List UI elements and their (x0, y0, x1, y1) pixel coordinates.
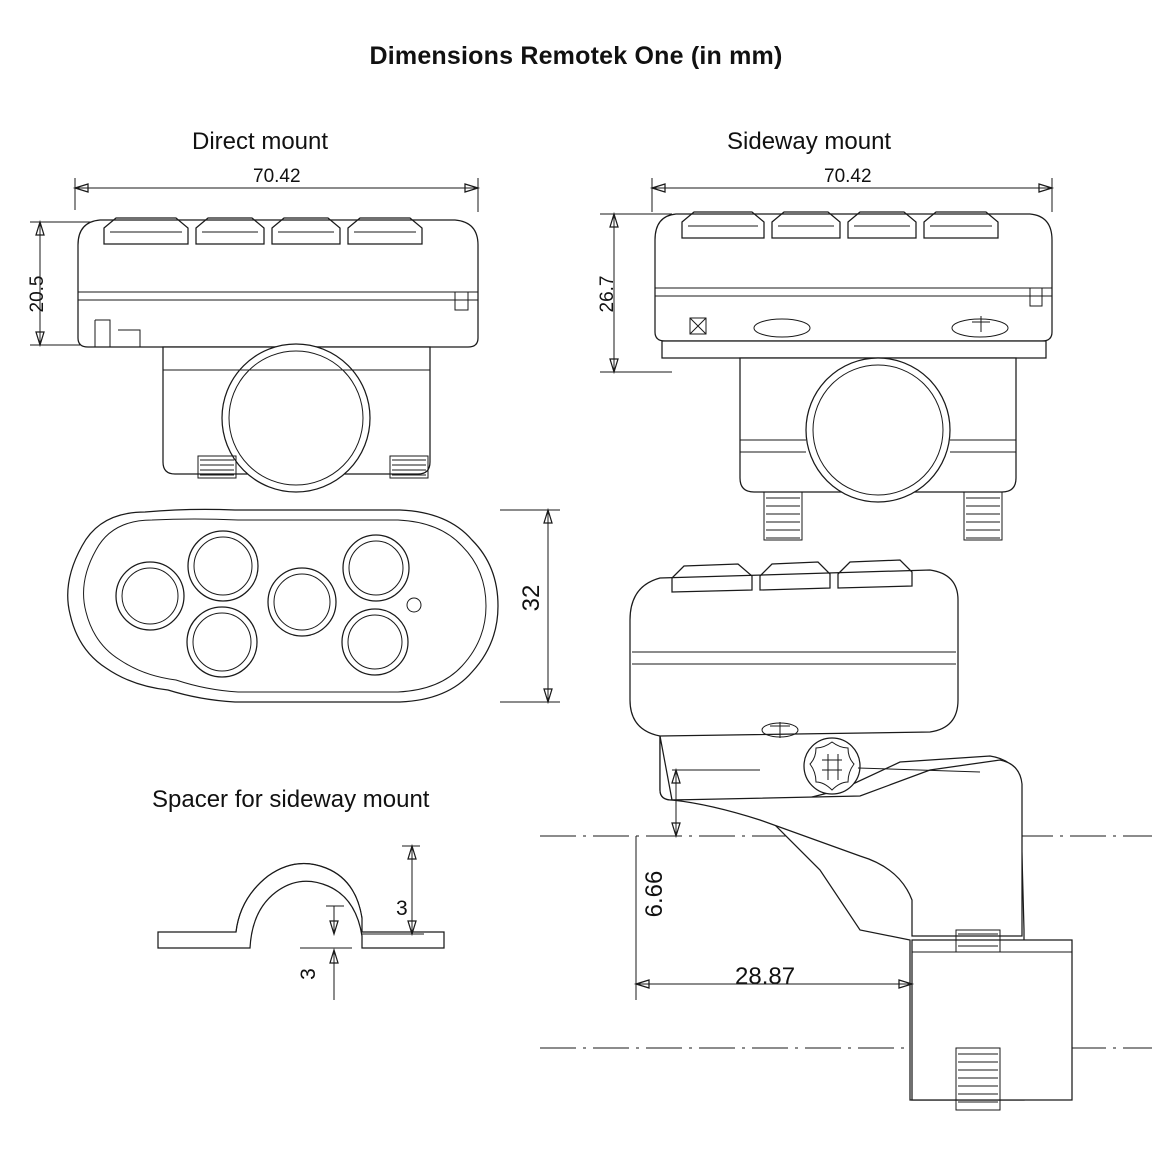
dim-spacer-rise: 3 (396, 897, 408, 920)
page-title: Dimensions Remotek One (in mm) (369, 42, 783, 70)
spacer-view (158, 846, 444, 1000)
view-label-sideway-mount: Sideway mount (727, 128, 892, 155)
dim-direct-height: 20.5 (27, 275, 48, 313)
sideway-mount-side-view (540, 560, 1152, 1110)
dim-sideway-height: 26.7 (597, 275, 618, 313)
view-label-direct-mount: Direct mount (192, 128, 329, 155)
view-label-spacer: Spacer for sideway mount (152, 786, 430, 813)
dim-spacer-thickness: 3 (297, 968, 320, 980)
keypad-top-view (68, 509, 560, 702)
dim-offset-horizontal: 28.87 (735, 963, 796, 990)
direct-mount-front-view (30, 178, 478, 492)
sideway-mount-front-view (600, 178, 1052, 540)
dim-direct-width: 70.42 (253, 166, 301, 187)
dim-pad-length: 32 (518, 584, 545, 612)
dim-sideway-width: 70.42 (824, 166, 872, 187)
dim-offset-vertical: 6.66 (641, 870, 668, 918)
